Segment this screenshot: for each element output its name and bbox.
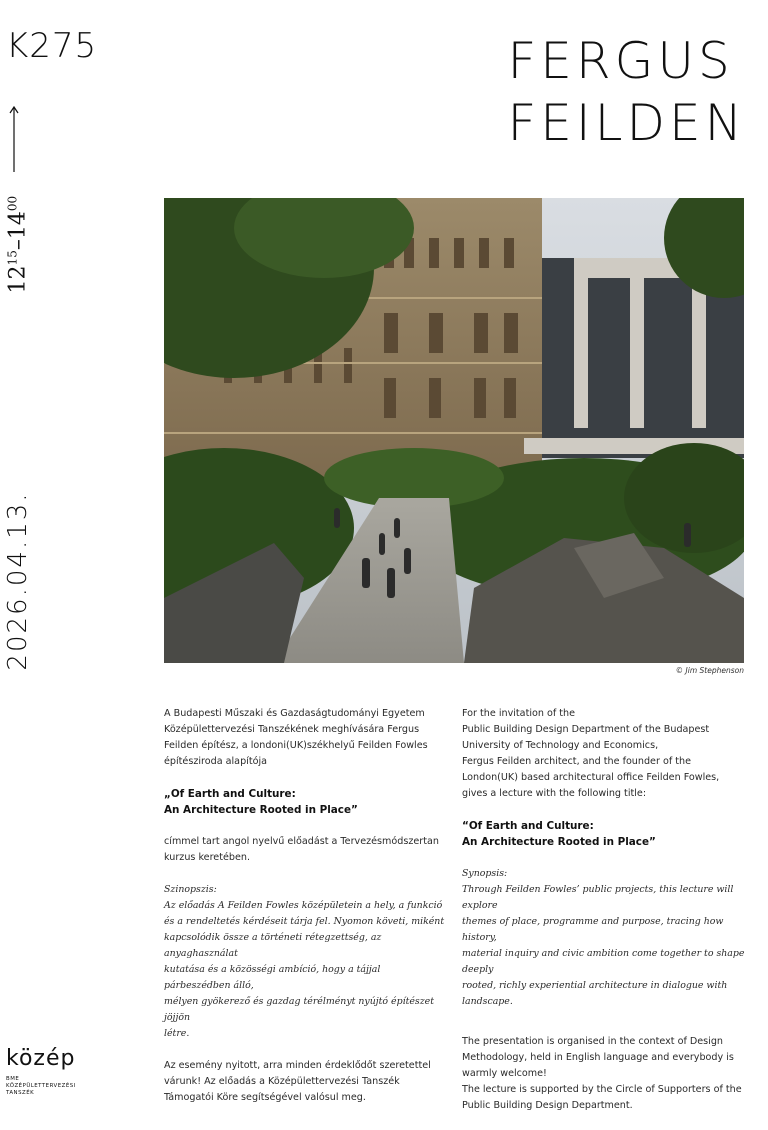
english-title-line2: An Architecture Rooted in Place”: [462, 836, 656, 848]
time-start-minute: 15: [5, 250, 20, 266]
photo-credit: © Jim Stephenson: [675, 666, 744, 675]
event-time: [5, 195, 30, 295]
hungarian-course-note: címmel tart angol nyelvű előadást a Tervezésmódszertan kurzus keretében.: [164, 836, 439, 863]
hungarian-synopsis-label: Szinopszis:: [164, 884, 217, 895]
english-text-column: [462, 706, 746, 1130]
lecturer-last-name: FEILDEN: [507, 94, 746, 152]
time-start-hour: 12: [5, 265, 31, 294]
room-number: K275: [6, 26, 98, 66]
english-intro: For the invitation of the Public Building Design Department of the Budapest University of Technology and Economics, Fergus Feilden architect, and the founder of the London(UK) based architectural office Feilden Fowles, gives a lecture with the following title:: [462, 708, 720, 799]
arrow-up-icon: [6, 104, 22, 174]
english-synopsis-text: Through Feilden Fowles’ public projects, this lecture will explore themes of place, programme and purpose, tracing how history, material inquiry and civic ambition come together to shape deeply rooted, richly experiential architecture in dialogue with landscape.: [462, 884, 745, 1007]
hungarian-intro: A Budapesti Műszaki és Gazdaságtudományi Egyetem Középülettervezési Tanszékének meghívására Fergus Feilden építész, a londoni(UK)székhelyű Feilden Fowles építésziroda alapítója: [164, 708, 428, 767]
kozep-logo: közép: [6, 1046, 76, 1071]
english-synopsis-label: Synopsis:: [462, 868, 508, 879]
hungarian-synopsis-text: Az előadás A Feilden Fowles középületein a hely, a funkció és a rendeltetés kérdéseit tárja fel. Nyomon követi, miként kapcsolódik össze a történeti rétegzettség, az anyaghasználat kutatása és a közösségi ambíció, hogy a tájjal párbeszédben álló, mélyen gyökerező és gazdag térélményt nyújtó építészet jöjjön létre.: [164, 900, 445, 1039]
english-closing: The presentation is organised in the context of Design Methodology, held in English language and everybody is warmly welcome! The lecture is supported by the Circle of Supporters of the Public Building Design Department.: [462, 1036, 742, 1111]
building-photo: [164, 198, 744, 663]
event-date: 2026.04.13.: [3, 491, 33, 671]
english-title-line1: “Of Earth and Culture:: [462, 820, 594, 832]
lecturer-first-name: FERGUS: [507, 32, 734, 90]
hungarian-closing: Az esemény nyitott, arra minden érdeklődőt szeretettel várunk! Az előadás a Középülettervezési Tanszék Támogatói Köre segítségével valósul meg.: [164, 1060, 431, 1103]
time-end-hour: –14: [5, 211, 31, 251]
hungarian-title-line2: An Architecture Rooted in Place”: [164, 804, 358, 816]
hungarian-synopsis: [164, 882, 448, 1042]
hungarian-lecture-title: [164, 786, 448, 818]
lecturer-name: [508, 30, 746, 154]
hungarian-text-column: [164, 706, 448, 1122]
english-synopsis: [462, 866, 746, 1010]
hungarian-title-line1: „Of Earth and Culture:: [164, 788, 296, 800]
english-lecture-title: [462, 818, 746, 850]
time-end-minute: 00: [5, 195, 20, 212]
department-name: BME KÖZÉPÜLETTERVEZÉSI TANSZÉK: [6, 1076, 76, 1096]
